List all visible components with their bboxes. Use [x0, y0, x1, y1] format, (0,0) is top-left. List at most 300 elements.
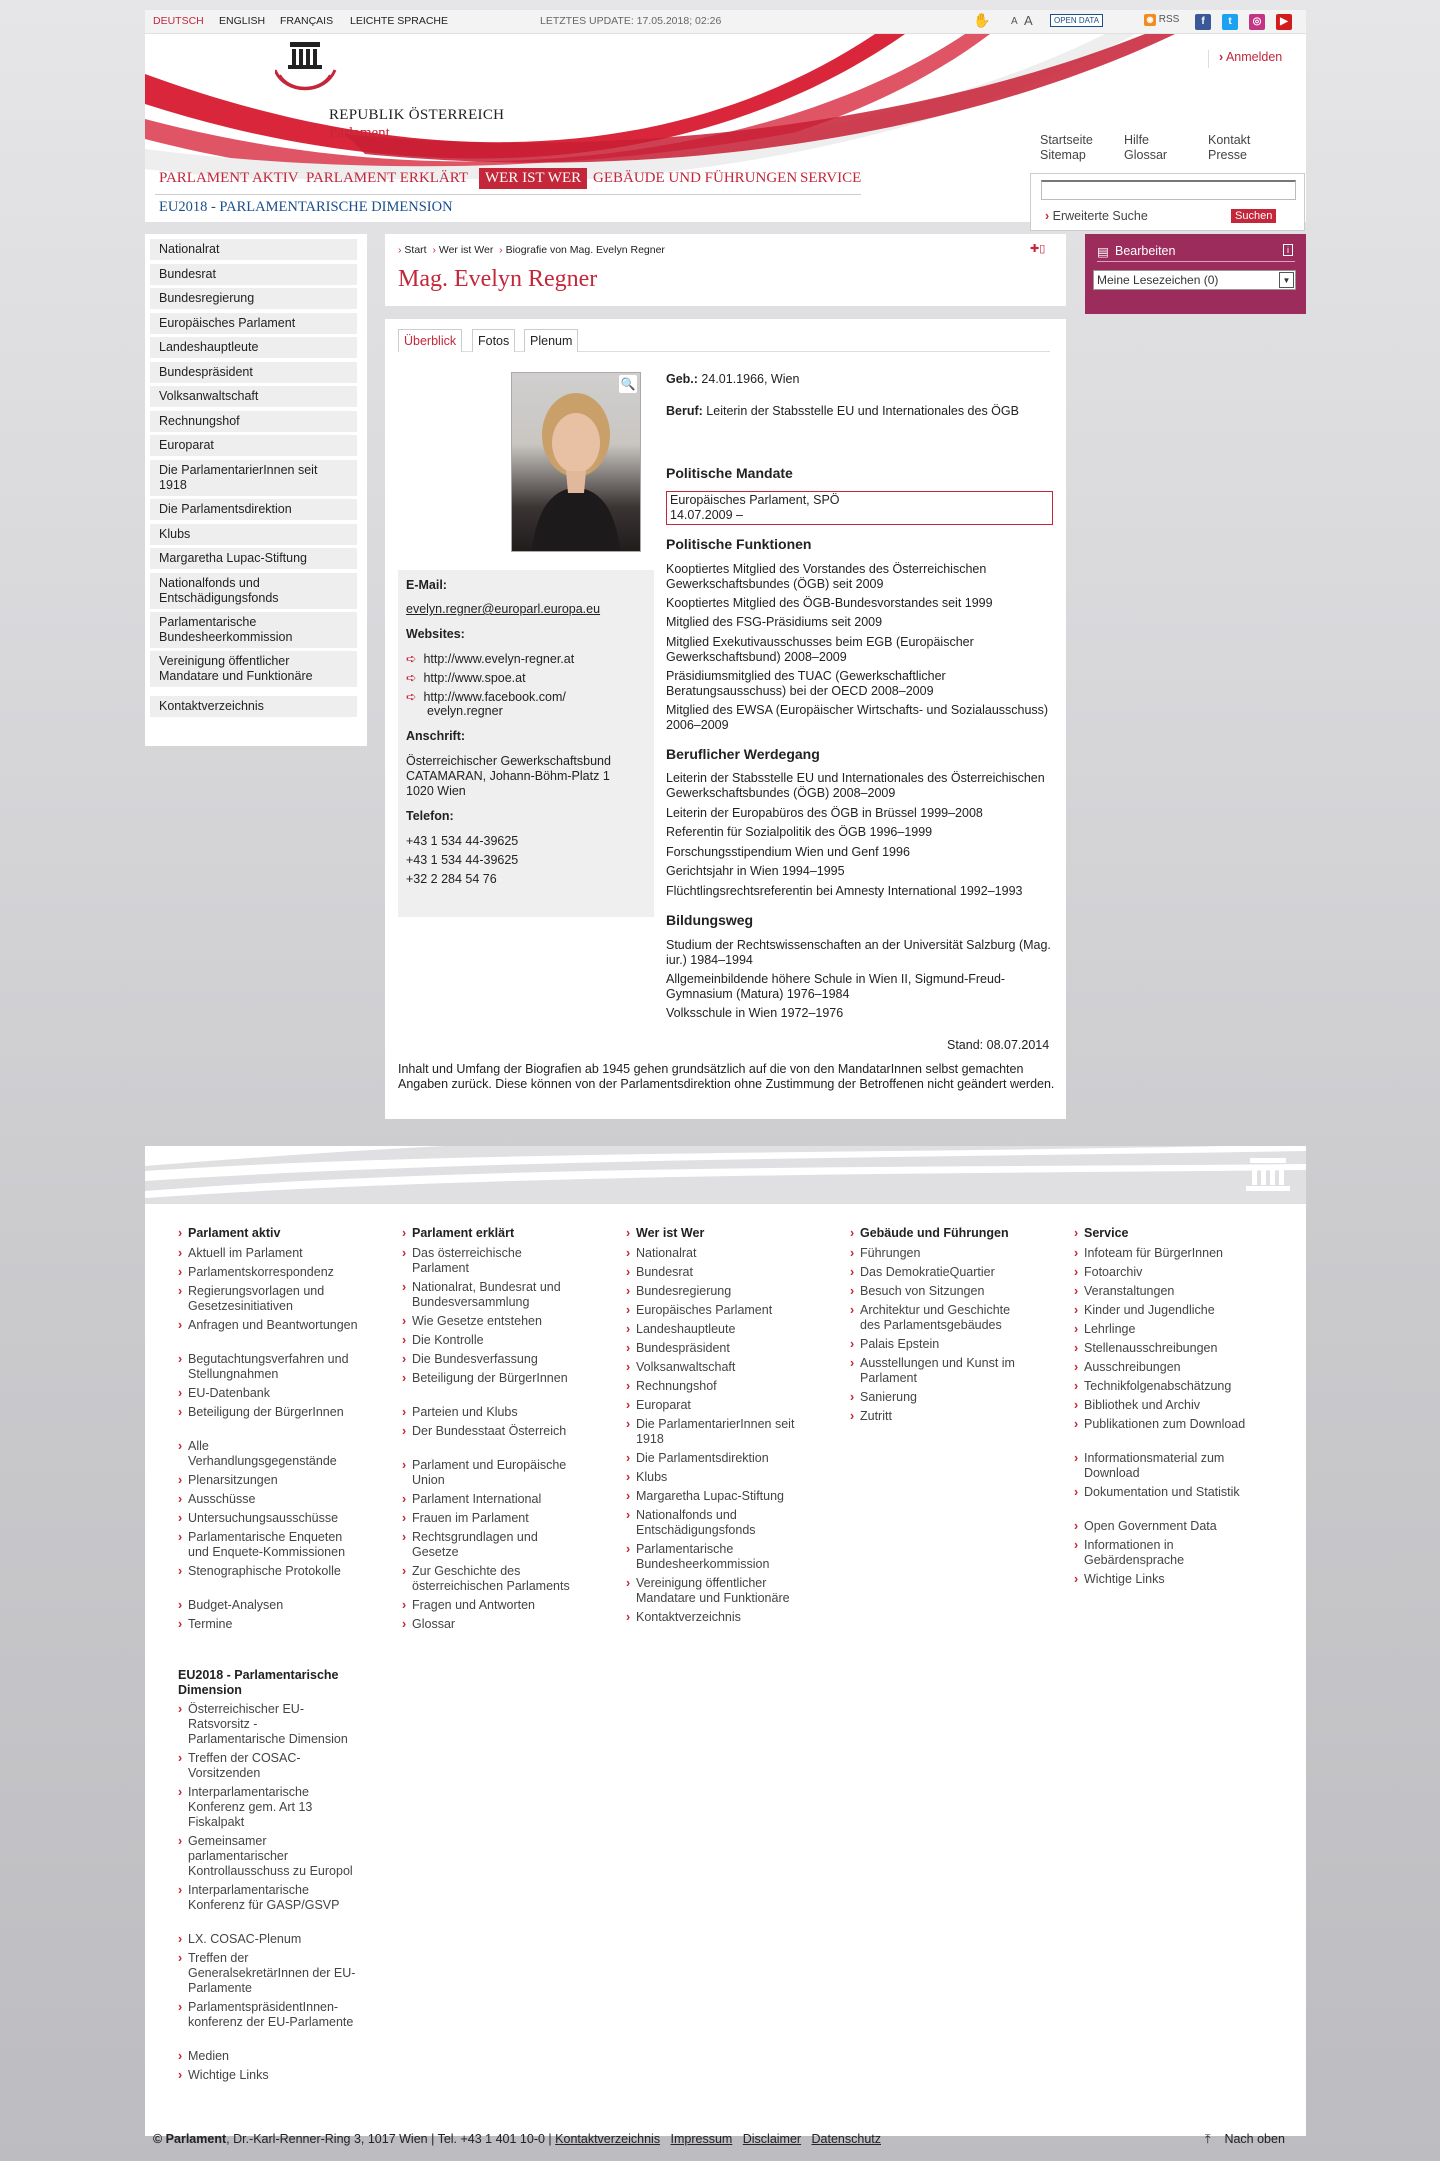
chevron-right-icon: ›	[1074, 1284, 1079, 1298]
advanced-search-label: Erweiterte Suche	[1052, 209, 1148, 223]
leftnav-item[interactable]: Klubs	[150, 524, 357, 545]
footer-link[interactable]	[402, 1405, 582, 1420]
bookmarks-value: Meine Lesezeichen (0)	[1097, 273, 1219, 287]
footer-link[interactable]	[626, 1542, 806, 1572]
chevron-right-icon: ›	[178, 1932, 183, 1946]
footer-link[interactable]	[178, 1598, 358, 1613]
footer-link-label: Publikationen zum Download	[1084, 1417, 1246, 1431]
chevron-right-icon: ›	[1074, 1303, 1079, 1317]
nav-service[interactable]: SERVICE	[800, 170, 862, 186]
leftnav-item[interactable]: Vereinigung öffentlicher Mandatare und Funktionäre	[150, 651, 357, 687]
chevron-right-icon: ›	[1074, 1265, 1079, 1279]
chevron-right-icon: ›	[850, 1356, 855, 1370]
website-url: http://www.facebook.com/	[423, 690, 566, 704]
chevron-right-icon: ›	[402, 1246, 407, 1260]
footer-link-label: Margaretha Lupac-Stiftung	[636, 1489, 785, 1503]
chevron-right-icon: ›	[1074, 1322, 1079, 1336]
chevron-right-icon: ›	[850, 1390, 855, 1404]
footer-link[interactable]	[626, 1303, 806, 1318]
footer-link[interactable]	[178, 1564, 358, 1579]
footer-link-label: Informationsmaterial zum Download	[1084, 1451, 1225, 1480]
breadcrumb-start[interactable]: Start	[404, 244, 427, 256]
chevron-right-icon: ›	[850, 1284, 855, 1298]
footer-link-label: Rechnungshof	[636, 1379, 717, 1393]
footer-link[interactable]	[1074, 1360, 1254, 1375]
leftnav-item[interactable]: Bundesregierung	[150, 288, 357, 309]
footer-link-label: Europarat	[636, 1398, 691, 1412]
chevron-right-icon: ›	[1074, 1379, 1079, 1393]
leftnav-item[interactable]: Kontaktverzeichnis	[150, 696, 357, 717]
website-url: http://www.evelyn-regner.at	[423, 652, 575, 666]
footer-link[interactable]	[402, 1333, 582, 1348]
portrait-photo[interactable]	[511, 372, 641, 552]
footer-link[interactable]	[1074, 1322, 1254, 1337]
chevron-right-icon: ›	[626, 1284, 631, 1298]
tab-ueberblick[interactable]: Überblick	[398, 329, 462, 352]
chevron-right-icon: ›	[626, 1398, 631, 1412]
font-large-button[interactable]: A	[1024, 13, 1033, 28]
footer-link[interactable]	[402, 1598, 582, 1613]
footer-link[interactable]	[178, 1702, 358, 1747]
quicklink-startseite[interactable]: Startseite	[1040, 133, 1093, 147]
chevron-right-icon: ›	[178, 1352, 183, 1366]
footer-link-label: Begutachtungsverfahren und Stellungnahmen	[188, 1352, 349, 1381]
footer-link-label: Palais Epstein	[860, 1337, 940, 1351]
footer-link-label: Zutritt	[860, 1409, 892, 1423]
chevron-right-icon: ›	[402, 1598, 407, 1612]
website-link-3[interactable]	[406, 690, 566, 705]
footer-link[interactable]	[402, 1246, 582, 1276]
footer-link-label: Termine	[188, 1617, 233, 1631]
quicklink-presse[interactable]: Presse	[1208, 148, 1247, 162]
footer-link[interactable]	[850, 1409, 1030, 1424]
footer-link[interactable]	[626, 1489, 806, 1504]
nav-eu2018[interactable]: EU2018 - PARLAMENTARISCHE DIMENSION	[159, 199, 453, 215]
footer-link-label: Interparlamentarische Konferenz für GASP/GSVP	[188, 1883, 340, 1912]
chevron-right-icon: ›	[178, 1530, 183, 1544]
lang-deutsch[interactable]: DEUTSCH	[153, 15, 204, 27]
leftnav-item[interactable]: Bundespräsident	[150, 362, 357, 383]
section-funktionen-title: Politische Funktionen	[666, 536, 812, 552]
footer-heading[interactable]	[178, 1226, 281, 1241]
main-content	[385, 319, 1066, 1119]
chevron-right-icon: ›	[626, 1470, 631, 1484]
footer-link[interactable]	[402, 1314, 582, 1329]
footer-heading-label: Wer ist Wer	[636, 1226, 705, 1240]
left-nav	[145, 234, 367, 746]
footer-link-label: Aktuell im Parlament	[188, 1246, 303, 1260]
footer-link[interactable]	[178, 1951, 358, 1996]
leftnav-item[interactable]: Bundesrat	[150, 264, 357, 285]
footer-link-label: Treffen der GeneralsekretärInnen der EU-Parlamente	[188, 1951, 356, 1995]
chevron-right-icon: ›	[1074, 1398, 1079, 1412]
footer-link[interactable]	[1074, 1519, 1254, 1534]
chevron-right-icon: ›	[178, 1473, 183, 1487]
advanced-search-link[interactable]	[1045, 209, 1148, 223]
nav-parlament-erklaert[interactable]: PARLAMENT ERKLÄRT	[306, 170, 469, 186]
chevron-right-icon: ›	[626, 1542, 631, 1556]
leftnav-item[interactable]: Rechnungshof	[150, 411, 357, 432]
footer-link[interactable]	[178, 1352, 358, 1382]
footer-link-disclaimer[interactable]: Disclaimer	[742, 2132, 802, 2146]
footer-link[interactable]	[402, 1371, 582, 1386]
user-sidebox	[1085, 234, 1306, 314]
chevron-right-icon: ›	[850, 1409, 855, 1423]
lang-leichte-sprache[interactable]: LEICHTE SPRACHE	[350, 15, 449, 27]
footer-link[interactable]	[626, 1610, 806, 1625]
footer-link[interactable]	[1074, 1572, 1254, 1587]
bio-disclaimer: Inhalt und Umfang der Biografien ab 1945 gehen grundsätzlich auf die von den MandatarInnen selbst gemachten Angaben zurück. Diese können von der Parlamentsdirektion ohne Zustimmung der Betroffenen nicht geändert werden.	[398, 1062, 1055, 1091]
facebook-icon[interactable]: f	[1195, 14, 1211, 30]
chevron-right-icon: ›	[178, 1751, 183, 1765]
nav-gebaeude[interactable]: GEBÄUDE UND FÜHRUNGEN	[593, 170, 798, 186]
chevron-right-icon: ›	[178, 1564, 183, 1578]
footer-link[interactable]	[178, 1785, 358, 1830]
chevron-right-icon: ›	[626, 1246, 631, 1260]
footer-link[interactable]	[178, 2000, 358, 2030]
website-link-3-cont[interactable]: evelyn.regner	[427, 704, 503, 718]
nav-wer-ist-wer[interactable]: WER IST WER	[479, 168, 587, 189]
footer-link[interactable]	[626, 1451, 806, 1466]
footer-link-label: Parlamentarische Enqueten und Enquete-Kommissionen	[188, 1530, 346, 1559]
chevron-right-icon: ›	[178, 2049, 183, 2063]
chevron-right-icon: ›	[178, 1386, 183, 1400]
header	[145, 10, 1306, 222]
footer-link-label: Das österreichische Parlament	[412, 1246, 522, 1275]
footer-link-label: Stellenausschreibungen	[1084, 1341, 1218, 1355]
footer-heading[interactable]	[402, 1226, 515, 1241]
footer-link[interactable]	[1074, 1303, 1254, 1318]
footer-link[interactable]	[178, 1405, 358, 1420]
page-title: Mag. Evelyn Regner	[398, 266, 598, 292]
leftnav-item[interactable]: Volksanwaltschaft	[150, 386, 357, 407]
footer-link-impressum[interactable]: Impressum	[670, 2132, 733, 2146]
leftnav-item[interactable]: Landeshauptleute	[150, 337, 357, 358]
footer-link[interactable]	[178, 1318, 358, 1333]
website-link-2[interactable]	[406, 671, 526, 686]
breadcrumb-wer-ist-wer[interactable]: Wer ist Wer	[438, 244, 494, 256]
footer-link[interactable]	[402, 1424, 582, 1439]
footer-heading[interactable]	[1074, 1226, 1129, 1241]
footer-link[interactable]	[178, 1473, 358, 1488]
footer-link-label: Medien	[188, 2049, 229, 2063]
chevron-right-icon: ›	[178, 1318, 183, 1332]
bio-item: Flüchtlingsrechtsreferentin bei Amnesty International 1992–1993	[666, 884, 1023, 898]
chevron-right-icon: ›	[178, 1284, 183, 1298]
footer-link[interactable]	[178, 1932, 358, 1947]
chevron-right-icon: ›	[178, 2000, 183, 2014]
footer-link[interactable]	[178, 1751, 358, 1781]
footer-link[interactable]	[850, 1390, 1030, 1405]
back-to-top-link[interactable]	[1205, 2132, 1285, 2147]
footer-link-label: Treffen der COSAC-Vorsitzenden	[188, 1751, 301, 1780]
footer-link[interactable]	[1074, 1341, 1254, 1356]
instagram-icon[interactable]: ◎	[1249, 14, 1265, 30]
address-line: Österreichischer Gewerkschaftsbund	[406, 754, 611, 768]
footer-link[interactable]	[626, 1322, 806, 1337]
bio-item: Gerichtsjahr in Wien 1994–1995	[666, 864, 845, 878]
bio-item: Leiterin der Europabüros des ÖGB in Brüssel 1999–2008	[666, 806, 983, 820]
footer-link-label: Volksanwaltschaft	[636, 1360, 736, 1374]
chevron-right-icon: ›	[850, 1337, 855, 1351]
info-icon[interactable]: i	[1283, 244, 1293, 256]
footer-link[interactable]	[178, 1492, 358, 1507]
footer-heading[interactable]	[178, 1668, 378, 1698]
footer-link[interactable]	[178, 2049, 358, 2064]
chevron-right-icon: ›	[1074, 1485, 1079, 1499]
chevron-right-icon: ›	[178, 1598, 183, 1612]
footer-heading[interactable]	[626, 1226, 705, 1241]
chevron-right-icon: ›	[1074, 1226, 1079, 1240]
twitter-icon[interactable]: t	[1222, 14, 1238, 30]
leftnav-item[interactable]: Europarat	[150, 435, 357, 456]
footer-link-label: Alle Verhandlungsgegenstände	[188, 1439, 337, 1468]
footer-link[interactable]	[402, 1352, 582, 1367]
quicklink-sitemap[interactable]: Sitemap	[1040, 148, 1086, 162]
login-link[interactable]	[1208, 50, 1306, 68]
footer-link-label: EU-Datenbank	[188, 1386, 270, 1400]
chevron-right-icon: ›	[626, 1265, 631, 1279]
search-input[interactable]	[1041, 180, 1296, 200]
external-link-icon: ➪	[406, 671, 417, 685]
footer-bottom	[145, 2126, 1306, 2156]
footer-link-label: Besuch von Sitzungen	[860, 1284, 985, 1298]
bio-item: Forschungsstipendium Wien und Genf 1996	[666, 845, 910, 859]
chevron-right-icon: ›	[402, 1511, 407, 1525]
footer-link[interactable]	[178, 1284, 358, 1314]
rss-icon: ◉	[1144, 14, 1156, 26]
leftnav-item[interactable]: Die ParlamentarierInnen seit 1918	[150, 460, 357, 496]
bio-item: Studium der Rechtswissenschaften an der Universität Salzburg (Mag. iur.) 1984–1994	[666, 938, 1051, 967]
footer-link-label: Anfragen und Beantwortungen	[188, 1318, 358, 1332]
footer-link-label: Der Bundesstaat Österreich	[412, 1424, 567, 1438]
leftnav-item[interactable]: Die Parlamentsdirektion	[150, 499, 357, 520]
sign-language-icon[interactable]: ✋	[973, 12, 991, 28]
footer-link-label: Die Kontrolle	[412, 1333, 484, 1347]
zoom-icon[interactable]: 🔍	[620, 377, 636, 391]
bookmarks-select[interactable]	[1093, 270, 1296, 290]
chevron-right-icon: ›	[626, 1451, 631, 1465]
leftnav-item[interactable]: Margaretha Lupac-Stiftung	[150, 548, 357, 569]
footer-link-kontaktverzeichnis[interactable]: Kontaktverzeichnis	[555, 2132, 661, 2146]
footer-link-label: Europäisches Parlament	[636, 1303, 773, 1317]
footer-address-text: , Dr.-Karl-Renner-Ring 3, 1017 Wien | Tel. +43 1 401 10-0 |	[226, 2132, 556, 2146]
chevron-right-icon: ›	[626, 1360, 631, 1374]
chevron-right-icon: ›	[1074, 1519, 1079, 1533]
chevron-right-icon: ›	[850, 1265, 855, 1279]
leftnav-item[interactable]: Europäisches Parlament	[150, 313, 357, 334]
footer-link[interactable]	[178, 1439, 358, 1469]
footer-link-label: Interparlamentarische Konferenz gem. Art 13 Fiskalpakt	[188, 1785, 313, 1829]
chevron-right-icon: ›	[178, 1511, 183, 1525]
portrait-image	[512, 373, 640, 551]
footer-link-datenschutz[interactable]: Datenschutz	[811, 2132, 881, 2146]
footer-link[interactable]	[626, 1360, 806, 1375]
chevron-right-icon: ›	[178, 1617, 183, 1631]
chevron-right-icon: ›	[402, 1352, 407, 1366]
footer-link-label: Ausschreibungen	[1084, 1360, 1181, 1374]
tab-fotos[interactable]: Fotos	[472, 329, 515, 352]
footer-link[interactable]	[178, 2068, 358, 2083]
phone-number: +43 1 534 44-39625	[406, 853, 519, 867]
footer-link-label: Die Bundesverfassung	[412, 1352, 538, 1366]
footer-link[interactable]	[178, 1530, 358, 1560]
footer-link[interactable]	[850, 1356, 1030, 1386]
footer-link[interactable]	[850, 1284, 1030, 1299]
rss-label: RSS	[1158, 14, 1180, 25]
footer-link[interactable]	[402, 1511, 582, 1526]
footer-link-label: Architektur und Geschichte des Parlamentsgebäudes	[860, 1303, 1011, 1332]
footer-link[interactable]	[1074, 1451, 1254, 1481]
chevron-right-icon: ›	[499, 244, 503, 256]
footer-link[interactable]	[402, 1458, 582, 1488]
footer-link-label: Veranstaltungen	[1084, 1284, 1175, 1298]
footer-link[interactable]	[1074, 1417, 1254, 1432]
bio-item: Kooptiertes Mitglied des Vorstandes des Österreichischen Gewerkschaftsbundes (ÖGB) seit 2009	[666, 562, 987, 591]
footer-link[interactable]	[850, 1303, 1030, 1333]
footer-link[interactable]	[626, 1470, 806, 1485]
footer-link[interactable]	[626, 1379, 806, 1394]
footer-link[interactable]	[402, 1617, 582, 1632]
address-line: CATAMARAN, Johann-Böhm-Platz 1	[406, 769, 610, 783]
bio-item: Mitglied Exekutivausschusses beim EGB (Europäischer Gewerkschaftsbund) 2008–2009	[666, 635, 974, 664]
chevron-right-icon: ›	[626, 1489, 631, 1503]
footer-link-label: Das DemokratieQuartier	[860, 1265, 995, 1279]
footer-link[interactable]	[178, 1883, 358, 1913]
quicklinks-col-1	[1040, 133, 1093, 163]
brand-line-2: Parlament	[329, 125, 390, 141]
chevron-right-icon: ›	[402, 1530, 407, 1544]
quicklink-kontakt[interactable]: Kontakt	[1208, 133, 1251, 147]
footer-link-label: LX. COSAC-Plenum	[188, 1932, 302, 1946]
footer-link-label: Fragen und Antworten	[412, 1598, 535, 1612]
footer-link-label: Beteiligung der BürgerInnen	[188, 1405, 344, 1419]
email-link[interactable]: evelyn.regner@europarl.europa.eu	[406, 602, 601, 616]
footer-link-label: Wichtige Links	[188, 2068, 269, 2082]
chevron-right-icon: ›	[178, 1246, 183, 1260]
footer-link[interactable]	[178, 1386, 358, 1401]
chevron-right-icon: ›	[178, 1951, 183, 1965]
bio-item: Mitglied des EWSA (Europäischer Wirtschafts- und Sozialausschuss) 2006–2009	[666, 703, 1049, 732]
footer-link[interactable]	[626, 1341, 806, 1356]
footer-link-label: Plenarsitzungen	[188, 1473, 278, 1487]
footer-link[interactable]	[178, 1246, 358, 1261]
chevron-right-icon: ›	[402, 1405, 407, 1419]
footer-link[interactable]	[1074, 1265, 1254, 1280]
mandate-line: Europäisches Parlament, SPÖ	[670, 493, 840, 507]
footer-heading-label: Service	[1084, 1226, 1129, 1240]
footer-link[interactable]	[1074, 1379, 1254, 1394]
footer-link[interactable]	[850, 1246, 1030, 1261]
footer-link-label: Parlamentarische Bundesheerkommission	[636, 1542, 770, 1571]
footer-link-label: Parteien und Klubs	[412, 1405, 518, 1419]
chevron-right-icon: ›	[626, 1576, 631, 1590]
footer-swoosh	[145, 1146, 1306, 1204]
footer-link[interactable]	[1074, 1485, 1254, 1500]
chevron-right-icon: ›	[626, 1226, 631, 1240]
footer-copyright: © Parlament	[153, 2132, 227, 2146]
footer-link[interactable]	[402, 1530, 582, 1560]
rss-link[interactable]	[1144, 14, 1179, 26]
chevron-right-icon: ›	[626, 1508, 631, 1522]
open-data-logo[interactable]: OPEN DATA	[1050, 14, 1103, 27]
footer-link[interactable]	[1074, 1284, 1254, 1299]
mandate-box	[666, 491, 1053, 525]
footer-link[interactable]	[402, 1492, 582, 1507]
footer-link-label: Vereinigung öffentlicher Mandatare und Funktionäre	[636, 1576, 790, 1605]
chevron-right-icon: ›	[850, 1303, 855, 1317]
footer-link[interactable]	[626, 1576, 806, 1606]
quicklink-hilfe[interactable]: Hilfe	[1124, 133, 1150, 147]
footer-link[interactable]	[626, 1246, 806, 1261]
edit-link[interactable]	[1097, 240, 1295, 262]
footer-link[interactable]	[626, 1265, 806, 1280]
external-link-icon: ➪	[406, 690, 417, 704]
footer-link[interactable]	[178, 1511, 358, 1526]
footer-link-label: Untersuchungsausschüsse	[188, 1511, 339, 1525]
footer-link[interactable]	[402, 1564, 582, 1594]
footer-link[interactable]	[178, 1265, 358, 1280]
contact-box	[398, 570, 654, 917]
chevron-right-icon: ›	[178, 1405, 183, 1419]
lang-francais[interactable]: FRANÇAIS	[280, 15, 334, 27]
parliament-logo-icon	[275, 40, 345, 106]
quicklink-glossar[interactable]: Glossar	[1124, 148, 1168, 162]
chevron-right-icon: ›	[1074, 1538, 1079, 1552]
nav-parlament-aktiv[interactable]: PARLAMENT AKTIV	[159, 170, 299, 186]
footer-heading[interactable]	[850, 1226, 1009, 1241]
address-line: 1020 Wien	[406, 784, 466, 798]
footer-link-label: Bundesregierung	[636, 1284, 732, 1298]
footer-link-label: Beteiligung der BürgerInnen	[412, 1371, 568, 1385]
footer-link[interactable]	[1074, 1398, 1254, 1413]
chevron-right-icon: ›	[402, 1314, 407, 1328]
chevron-right-icon: ›	[1219, 50, 1224, 64]
leftnav-item[interactable]: Nationalfonds und Entschädigungsfonds	[150, 573, 357, 609]
footer-link[interactable]	[850, 1265, 1030, 1280]
mandate-line: 14.07.2009 –	[670, 508, 743, 522]
footer-link[interactable]	[178, 1834, 358, 1879]
lang-english[interactable]: ENGLISH	[219, 15, 266, 27]
footer-link[interactable]	[850, 1337, 1030, 1352]
footer-link[interactable]	[626, 1398, 806, 1413]
leftnav-item[interactable]: Parlamentarische Bundesheerkommission	[150, 612, 357, 648]
leftnav-item[interactable]: Nationalrat	[150, 239, 357, 260]
footer-link[interactable]	[178, 1617, 358, 1632]
chevron-right-icon: ›	[402, 1617, 407, 1631]
edit-icon: ▤	[1097, 245, 1109, 259]
chevron-right-icon: ›	[402, 1492, 407, 1506]
website-link-1[interactable]	[406, 652, 574, 667]
youtube-icon[interactable]: ▶	[1276, 14, 1292, 30]
font-small-button[interactable]: A	[1011, 16, 1018, 27]
footer-link[interactable]	[1074, 1538, 1254, 1568]
chevron-right-icon: ›	[178, 1265, 183, 1279]
footer-link[interactable]	[1074, 1246, 1254, 1261]
footer-link[interactable]	[626, 1284, 806, 1299]
footer-link[interactable]	[402, 1280, 582, 1310]
footer-link-label: Landeshauptleute	[636, 1322, 736, 1336]
footer-link[interactable]	[626, 1508, 806, 1538]
tab-plenum[interactable]: Plenum	[524, 329, 578, 352]
footer-link[interactable]	[626, 1417, 806, 1447]
search-button[interactable]: Suchen	[1231, 209, 1276, 223]
chevron-right-icon: ›	[626, 1417, 631, 1431]
search-box	[1030, 173, 1305, 231]
footer-link-label: Nationalfonds und Entschädigungsfonds	[636, 1508, 756, 1537]
back-to-top-label: Nach oben	[1224, 2132, 1285, 2146]
bookmark-add-icon[interactable]: ✚▯	[1030, 243, 1046, 255]
